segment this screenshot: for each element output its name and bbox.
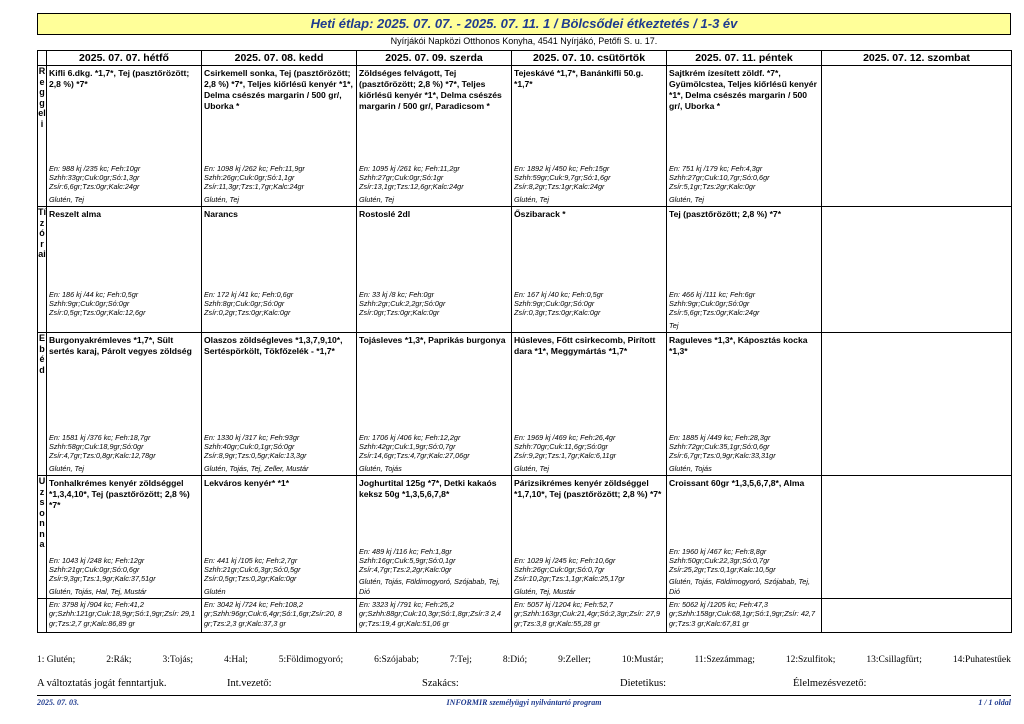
menu-cell [47,207,202,333]
menu-cell [512,476,667,599]
nutrition-szh: Szhh:59gr;Cuk:9,7gr;Só:1,6gr [514,173,611,183]
nutrition-en: En: 1969 kj /469 kc; Feh:26,4gr [514,432,616,442]
nutrition-info [49,433,199,473]
allergen-list: Glutén, Tojás, Hal, Tej, Mustár [49,586,147,596]
allergen-list: Glutén, Tej [204,194,240,204]
nutrition-szh: Szhh:26gr;Cuk:0gr;Só:0,7gr [514,565,605,575]
nutrition-info [359,433,509,473]
nutrition-szh: Szhh:16gr;Cuk:5,9gr;Só:0,1gr [359,555,456,565]
allergen-legend-item: 4:Hal; [224,655,248,665]
dish-name: Őszibarack * [514,209,566,219]
daily-total: En: 3042 kj /724 kc; Feh:108,2 gr;Szhh:96gr;Cuk:6,4gr;Só:1,6gr;Zsír:20, 8 gr;Tzs:2,3 gr;Kalc:37,3 gr [202,599,357,633]
nutrition-szh: Szhh:21gr;Cuk:6,3gr;Só:0,5gr [204,565,301,575]
day-header: 2025. 07. 10. csütörtök [512,51,667,66]
total-label-cell [38,599,47,633]
nutrition-zs: Zsír:4,7gr;Tzs:2,2gr;Kalc:0gr [359,565,452,575]
nutrition-info [204,433,354,473]
menu-cell [667,207,822,333]
nutrition-zs: Zsír:0,5gr;Tzs:0,2gr;Kalc:0gr [204,574,297,584]
nutrition-szh: Szhh:8gr;Cuk:0gr;Só:0gr [204,299,285,309]
menu-cell [202,207,357,333]
dish-name: Tej (pasztőrözött; 2,8 %) *7* [669,209,782,219]
nutrition-en: En: 33 kj /8 kc; Feh:0gr [359,289,435,299]
nutrition-info [359,547,509,596]
nutrition-info [359,290,509,330]
allergen-list: Tej [669,320,679,330]
daily-total: En: 5062 kj /1205 kc; Feh:47,3 gr;Szhh:158gr;Cuk:68,1gr;Só:1,9gr;Zsír: 42,7 gr;Tzs:3 gr;Kalc:67,81 gr [667,599,822,633]
nutrition-en: En: 186 kj /44 kc; Feh:0,5gr [49,289,139,299]
nutrition-info [359,164,509,204]
meal-row-ebed [38,333,1012,476]
allergen-legend-item: 9:Zeller; [558,655,591,665]
dish-name: Csirkemell sonka, Tej (pasztőrözött; 2,8 %) *7*, Teljes kiőrlésű kenyér *1*, Delma csészés margarin / 500 gr/, Uborka * [204,68,353,111]
allergen-list [204,321,354,330]
nutrition-szh: Szhh:42gr;Cuk:1,9gr;Só:0,7gr [359,442,456,452]
nutrition-en: En: 1581 kj /376 kc; Feh:18,7gr [49,432,151,442]
meal-label: Ebéd [38,333,47,476]
nutrition-info [514,164,664,204]
nutrition-info [669,164,819,204]
nutrition-en: En: 1095 kj /261 kc; Feh:11,2gr [359,163,460,173]
dish-name: Croissant 60gr *1,3,5,6,7,8*, Alma [669,478,805,488]
allergen-list: Glutén, Tej [49,194,85,204]
allergen-list: Glutén, Tej [514,463,550,473]
allergen-legend-item: 5:Földimogyoró; [278,655,344,665]
nutrition-en: En: 466 kj /111 kc; Feh:6gr [669,289,756,299]
nutrition-szh: Szhh:27gr;Cuk:0gr;Só:1gr [359,173,444,183]
nutrition-zs: Zsír:9,2gr;Tzs:1,7gr;Kalc:6,11gr [514,451,617,461]
nutrition-info [204,164,354,204]
menu-cell [512,207,667,333]
day-header: 2025. 07. 08. kedd [202,51,357,66]
nutrition-en: En: 172 kj /41 kc; Feh:0,6gr [204,289,294,299]
menu-cell [822,333,1012,476]
nutrition-szh: Szhh:27gr;Cuk:10,7gr;Só:0,6gr [669,173,770,183]
allergen-list: Glutén, Tojás [359,463,402,473]
nutrition-zs: Zsír:0,2gr;Tzs:0gr;Kalc:0gr [204,308,291,318]
meal-label: Uzsonna [38,476,47,599]
allergen-legend-item: 2:Rák; [106,655,132,665]
allergen-legend-item: 1: Glutén; [37,655,76,665]
allergen-legend-item: 11:Szezámmag; [694,655,755,665]
dish-name: Raguleves *1,3*, Káposztás kocka *1,3* [669,335,808,356]
allergen-list: Glutén [204,586,226,596]
allergen-list [514,321,664,330]
nutrition-szh: Szhh:9gr;Cuk:0gr;Só:0gr [669,299,750,309]
allergen-list [49,321,199,330]
nutrition-zs: Zsír:5,1gr;Tzs:2gr;Kalc:0gr [669,182,756,192]
daily-total: En: 3798 kj /904 kc; Feh:41,2 gr;Szhh:121gr;Cuk:18,9gr;Só:1,9gr;Zsír: 29,1 gr;Tzs:2,7 gr;Kalc:86,89 gr [47,599,202,633]
meal-row-uzsonna [38,476,1012,599]
nutrition-zs: Zsír:0,5gr;Tzs:0gr;Kalc:12,6gr [49,308,146,318]
day-header: 2025. 07. 07. hétfő [47,51,202,66]
allergen-list: Glutén, Tojás, Földimogyoró, Szójabab, Tej, Dió [669,577,811,596]
nutrition-info [669,547,819,596]
daily-total-row [38,599,1012,633]
print-date: 2025. 07. 03. [37,698,79,707]
szakacs-label: Szakács: [422,678,459,689]
nutrition-info [204,556,354,596]
dish-name: Joghurtital 125g *7*, Detki kakaós keksz 50g *1,3,5,6,7,8* [359,478,497,499]
allergen-list: Glutén, Tej [49,463,85,473]
nutrition-zs: Zsír:6,6gr;Tzs:0gr;Kalc:24gr [49,182,140,192]
dish-name: Reszelt alma [49,209,102,219]
nutrition-info [49,164,199,204]
nutrition-zs: Zsír:5,6gr;Tzs:0gr;Kalc:24gr [669,308,760,318]
nutrition-en: En: 441 kj /105 kc; Feh:2,7gr [204,555,298,565]
nutrition-zs: Zsír:10,2gr;Tzs:1,1gr;Kalc:25,17gr [514,574,625,584]
footer-divider [37,695,1011,696]
allergen-list: Glutén, Tej [359,194,395,204]
menu-cell [822,476,1012,599]
elelmezesvezeto-label: Élelmezésvezető: [793,678,867,689]
nutrition-szh: Szhh:58gr;Cuk:18,9gr;Só:0gr [49,442,144,452]
nutrition-en: En: 751 kj /179 kc; Feh:4,3gr [669,163,763,173]
disclaimer: A változtatás jogát fenntartjuk. [37,678,167,689]
dish-name: Narancs [204,209,238,219]
nutrition-szh: Szhh:72gr;Cuk:35,1gr;Só:0,6gr [669,442,770,452]
nutrition-zs: Zsír:6,7gr;Tzs:0,9gr;Kalc:33,31gr [669,451,776,461]
nutrition-szh: Szhh:33gr;Cuk:0gr;Só:1,3gr [49,173,140,183]
meal-label: Reggeli [38,66,47,207]
nutrition-szh: Szhh:9gr;Cuk:0gr;Só:0gr [514,299,595,309]
nutrition-en: En: 1706 kj /406 kc; Feh:12,2gr [359,432,461,442]
nutrition-info [204,290,354,330]
allergen-legend-item: 3:Tojás; [162,655,194,665]
allergen-legend-item: 8:Dió; [502,655,528,665]
menu-cell [512,66,667,207]
menu-cell [47,333,202,476]
meal-label: Tízórai [38,207,47,333]
menu-cell [512,333,667,476]
nutrition-zs: Zsír:8,9gr;Tzs:0,5gr;Kalc:13,3gr [204,451,307,461]
nutrition-info [49,290,199,330]
nutrition-en: En: 988 kj /235 kc; Feh:10gr [49,163,141,173]
nutrition-zs: Zsír:25,2gr;Tzs:0,1gr;Kalc:10,5gr [669,565,776,575]
nutrition-szh: Szhh:40gr;Cuk:0,1gr;Só:0gr [204,442,295,452]
nutrition-info [49,556,199,596]
allergen-list: Glutén, Tej [669,194,705,204]
program-name: INFORMIR személyügyi nyilvántartó program [446,698,602,707]
menu-cell [357,207,512,333]
signature-line [37,678,1011,689]
dish-name: Zöldséges felvágott, Tej (pasztőrözött; 2,8 %) *7*, Teljes kiőrlésű kenyér *1*, Delma csészés margarin / 500 gr/, Paradicsom * [359,68,502,111]
dish-name: Kifli 6.dkg. *1,7*, Tej (pasztőrözött; 2,8 %) *7* [49,68,190,89]
day-header: 2025. 07. 09. szerda [357,51,512,66]
nutrition-zs: Zsír:8,2gr;Tzs:1gr;Kalc:24gr [514,182,605,192]
nutrition-info [669,290,819,330]
allergen-legend-item: 6:Szójabab; [374,655,419,665]
allergen-list: Glutén, Tojás, Földimogyoró, Szójabab, Tej, Dió [359,577,501,596]
menu-cell [357,476,512,599]
menu-cell [667,333,822,476]
menu-cell [822,66,1012,207]
nutrition-szh: Szhh:50gr;Cuk:22,3gr;Só:0,7gr [669,555,770,565]
nutrition-zs: Zsír:4,7gr;Tzs:0,8gr;Kalc:12,78gr [49,451,156,461]
day-header: 2025. 07. 12. szombat [822,51,1012,66]
menu-cell [47,476,202,599]
nutrition-szh: Szhh:9gr;Cuk:0gr;Só:0gr [49,299,130,309]
dish-name: Tejeskávé *1,7*, Banánkifli 50.g. *1,7* [514,68,644,89]
menu-cell [47,66,202,207]
nutrition-zs: Zsír:14,6gr;Tzs:4,7gr;Kalc:27,06gr [359,451,470,461]
nutrition-szh: Szhh:2gr;Cuk:2,2gr;Só:0gr [359,299,446,309]
kitchen-address: Nyírjákói Napközi Otthonos Konyha, 4541 Nyírjákó, Petőfi S. u. 17. [390,36,658,46]
allergen-list: Glutén, Tej, Mustár [514,586,576,596]
day-header-row [38,51,1012,66]
nutrition-en: En: 1043 kj /248 kc; Feh:12gr [49,555,145,565]
meal-row-reggeli [38,66,1012,207]
menu-cell [667,476,822,599]
nutrition-zs: Zsír:0,3gr;Tzs:0gr;Kalc:0gr [514,308,601,318]
nutrition-en: En: 1892 kj /450 kc; Feh:15gr [514,163,610,173]
allergen-legend-item: 13:Csillagfürt; [866,655,922,665]
dish-name: Sajtkrém ízesített zöldf. *7*, Gyümölcstea, Teljes kiőrlésű kenyér *1*, Delma csészés margarin / 500 gr/, Uborka * [669,68,817,111]
nutrition-en: En: 1098 kj /262 kc; Feh:11,9gr [204,163,305,173]
nutrition-en: En: 167 kj /40 kc; Feh:0,5gr [514,289,604,299]
meal-row-tizorai [38,207,1012,333]
menu-cell [202,66,357,207]
nutrition-szh: Szhh:26gr;Cuk:0gr;Só:1,1gr [204,173,295,183]
nutrition-szh: Szhh:70gr;Cuk:11,6gr;Só:0gr [514,442,608,452]
dish-name: Rostoslé 2dl [359,209,411,219]
nutrition-info [514,556,664,596]
corner-cell [38,51,47,66]
dish-name: Olaszos zöldségleves *1,3,7,9,10*, Sertéspörkölt, Tökfőzelék - *1,7* [204,335,343,356]
nutrition-info [669,433,819,473]
nutrition-en: En: 1330 kj /317 kc; Feh:93gr [204,432,300,442]
nutrition-zs: Zsír:11,3gr;Tzs:1,7gr;Kalc:24gr [204,182,305,192]
nutrition-zs: Zsír:9,3gr;Tzs:1,9gr;Kalc:37,51gr [49,574,156,584]
daily-total: En: 5057 kj /1204 kc; Feh:52,7 gr;Szhh:163gr;Cuk:21,4gr;Só:2,3gr;Zsír: 27,9 gr;Tzs:3,8 gr;Kalc:55,28 gr [512,599,667,633]
allergen-legend-item: 10:Mustár; [621,655,664,665]
nutrition-en: En: 1960 kj /467 kc; Feh:8,8gr [669,546,767,556]
nutrition-en: En: 489 kj /116 kc; Feh:1,8gr [359,546,452,556]
dish-name: Tonhalkrémes kenyér zöldséggel *1,3,4,10*, Tej (pasztőrözött; 2,8 %) *7* [49,478,190,510]
menu-cell [667,66,822,207]
menu-title: Heti étlap: 2025. 07. 07. - 2025. 07. 11. 1 / Bölcsődei étkeztetés / 1-3 év [37,13,1011,35]
dish-name: Tojásleves *1,3*, Paprikás burgonya [359,335,506,345]
nutrition-en: En: 1885 kj /449 kc; Feh:28,3gr [669,432,771,442]
allergen-legend-item: 7:Tej; [449,655,472,665]
nutrition-info [514,290,664,330]
day-header: 2025. 07. 11. péntek [667,51,822,66]
page-number: 1 / 1 oldal [978,698,1011,707]
dish-name: Húsleves, Főtt csirkecomb, Pirított dara *1*, Meggymártás *1,7* [514,335,656,356]
menu-cell [202,476,357,599]
menu-cell [357,66,512,207]
menu-cell [357,333,512,476]
allergen-legend-item: 12:Szulfitok; [785,655,836,665]
dish-name: Párizsikrémes kenyér zöldséggel *1,7,10*, Tej (pasztőrözött; 2,8 %) *7* [514,478,662,499]
allergen-list: Glutén, Tojás, Tej, Zeller, Mustár [204,463,309,473]
allergen-legend [37,655,1011,665]
nutrition-zs: Zsír:0gr;Tzs:0gr;Kalc:0gr [359,308,440,318]
allergen-legend-item: 14:Puhatestűek [952,655,1011,665]
dietetikus-label: Dietetikus: [620,678,667,689]
int-vezeto-label: Int.vezető: [227,678,272,689]
allergen-list [359,321,509,330]
allergen-list: Glutén, Tej [514,194,550,204]
nutrition-zs: Zsír:13,1gr;Tzs:12,6gr;Kalc:24gr [359,182,464,192]
menu-cell [822,207,1012,333]
daily-total [822,599,1012,633]
nutrition-szh: Szhh:21gr;Cuk:0gr;Só:0,6gr [49,565,140,575]
daily-total: En: 3323 kj /791 kc; Feh:25,2 gr;Szhh:88gr;Cuk:10,3gr;Só:1,8gr;Zsír:3 2,4 gr;Tzs:19,4 gr;Kalc:51,06 gr [357,599,512,633]
dish-name: Burgonyakrémleves *1,7*, Sült sertés karaj, Párolt vegyes zöldség [49,335,192,356]
dish-name: Lekváros kenyér* *1* [204,478,290,488]
nutrition-en: En: 1029 kj /245 kc; Feh:10,6gr [514,555,616,565]
nutrition-info [514,433,664,473]
menu-cell [202,333,357,476]
weekly-menu-table [37,50,1012,633]
allergen-list: Glutén, Tojás [669,463,712,473]
